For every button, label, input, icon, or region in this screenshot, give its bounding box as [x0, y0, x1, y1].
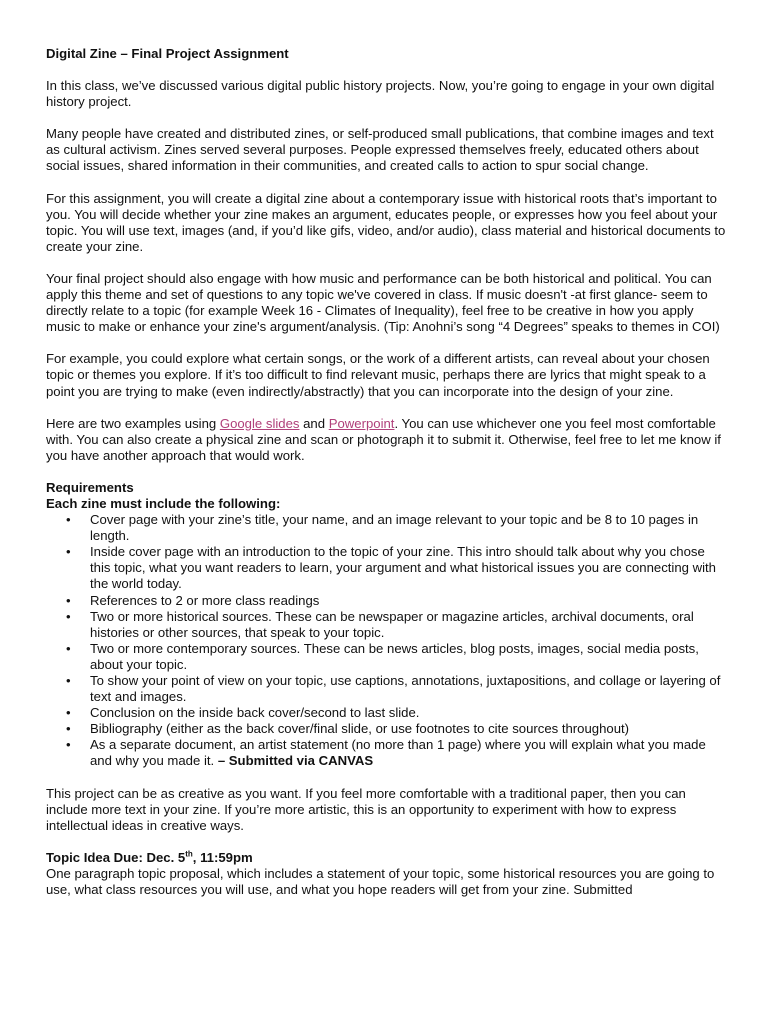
requirements-section	[46, 480, 728, 770]
topic-due-sup: th	[185, 849, 193, 859]
example-paragraph: For example, you could explore what certain songs, or the work of a different artists, can reveal about your chosen topic or themes you explore. If it’s too difficult to find relevant music, perhaps there are lyrics that might speak to a point you are trying to make (even indirectly/abstractly) that you can incorporate into the design of your zine.	[46, 351, 710, 399]
list-item	[46, 721, 728, 737]
bullet-icon: •	[66, 608, 71, 624]
requirement-text: Bibliography (either as the back cover/final slide, or use footnotes to cite sources throughout)	[90, 721, 630, 737]
topic-due-time: , 11:59pm	[192, 849, 253, 865]
bullet-icon: •	[66, 673, 71, 688]
list-item	[46, 544, 728, 592]
music-paragraph: Your final project should also engage with how music and performance can be both historical and political. You can apply this theme and set of questions to any topic we've covered in class. If music doesn't -at first glance- seem to directly relate to a topic (for example Week 16 - Climates of Inequality), feel free to be creative in how you apply music to make or enhance your zine's argument/analysis. (Tip: Anohni’s song “4 Degrees” speaks to themes in COI)	[46, 270, 720, 335]
topic-due-text: One paragraph topic proposal, which includes a statement of your topic, some historical resources you are going to use, what class resources you will use, and what you hope readers will get from your zine. Submitted	[46, 865, 715, 898]
requirement-text: Conclusion on the inside back cover/second to last slide.	[90, 705, 420, 721]
requirement-text: References to 2 or more class readings	[90, 592, 320, 608]
requirements-heading: Requirements	[46, 479, 134, 495]
requirement-text: To show your point of view on your topic, use captions, annotations, juxtapositions, and collage or layering of text and images.	[90, 673, 721, 705]
creative-paragraph: This project can be as creative as you want. If you feel more comfortable with a traditional paper, then you can include more text in your zine. If you’re more artistic, this is an opportunity to experiment with how to express intellectual ideas in creative ways.	[46, 785, 686, 833]
bullet-icon: •	[66, 705, 71, 721]
list-item	[46, 673, 728, 705]
list-item	[46, 609, 728, 641]
assignment-paragraph: For this assignment, you will create a digital zine about a contemporary issue with historical roots that’s important to you. You will decide whether your zine makes an argument, educates people, or expresses how you feel about your topic. You will use text, images (and, if you’d like gifs, video, and/or audio), class material and historical documents to create your zine.	[46, 190, 726, 254]
list-item	[46, 593, 728, 609]
bullet-icon: •	[66, 737, 71, 753]
topic-due-label: Topic Idea Due: Dec. 5	[46, 849, 186, 865]
requirement-text: Cover page with your zine’s title, your name, and an image relevant to your topic and be 8 to 10 pages in length.	[90, 512, 699, 544]
bullet-icon: •	[66, 640, 71, 656]
examples-between-text: and	[299, 415, 329, 431]
bullet-icon: •	[66, 544, 71, 560]
list-item	[46, 737, 728, 769]
bullet-icon: •	[66, 512, 71, 528]
list-item	[46, 705, 728, 721]
document-page	[46, 46, 728, 898]
google-slides-link[interactable]: Google slides	[219, 415, 300, 431]
bullet-icon: •	[66, 592, 71, 608]
requirements-subheading: Each zine must include the following:	[46, 495, 281, 511]
requirement-text: Two or more historical sources. These can be newspaper or magazine articles, archival documents, oral histories or other sources, that speak to your topic.	[90, 608, 694, 640]
requirement-text: As a separate document, an artist statement (no more than 1 page) where you will explain what you made and why you made it.	[90, 737, 706, 769]
requirements-list	[46, 512, 728, 770]
document-title: Digital Zine – Final Project Assignment	[46, 46, 289, 61]
list-item	[46, 641, 728, 673]
bullet-icon: •	[66, 721, 71, 737]
zines-paragraph: Many people have created and distributed zines, or self-produced small publications, that combine images and text as cultural activism. Zines served several purposes. People expressed themselves freely, educated others about social issues, shared information in their communities, and created calls to action to spur social change.	[46, 126, 714, 174]
powerpoint-link[interactable]: Powerpoint	[328, 415, 395, 431]
examples-rest-text: . You can use whichever one you feel most comfortable with. You can also create a physical zine and scan or photograph it to submit it. Otherwise, feel free to let me know if you have another approach that would work.	[46, 415, 721, 463]
topic-due-heading	[46, 850, 728, 866]
requirement-text: Inside cover page with an introduction to the topic of your zine. This intro should talk about why you chose this topic, what you want readers to learn, your argument and what historical issues you are connecting with the world today.	[90, 544, 716, 592]
requirement-text: Two or more contemporary sources. These can be news articles, blog posts, images, social media posts, about your topic.	[90, 640, 699, 672]
canvas-submission-note: – Submitted via CANVAS	[217, 753, 374, 769]
examples-paragraph	[46, 416, 728, 464]
examples-lead-text: Here are two examples using	[46, 415, 220, 431]
list-item	[46, 512, 728, 544]
intro-paragraph: In this class, we’ve discussed various digital public history projects. Now, you’re going to engage in your own digital history project.	[46, 78, 715, 110]
